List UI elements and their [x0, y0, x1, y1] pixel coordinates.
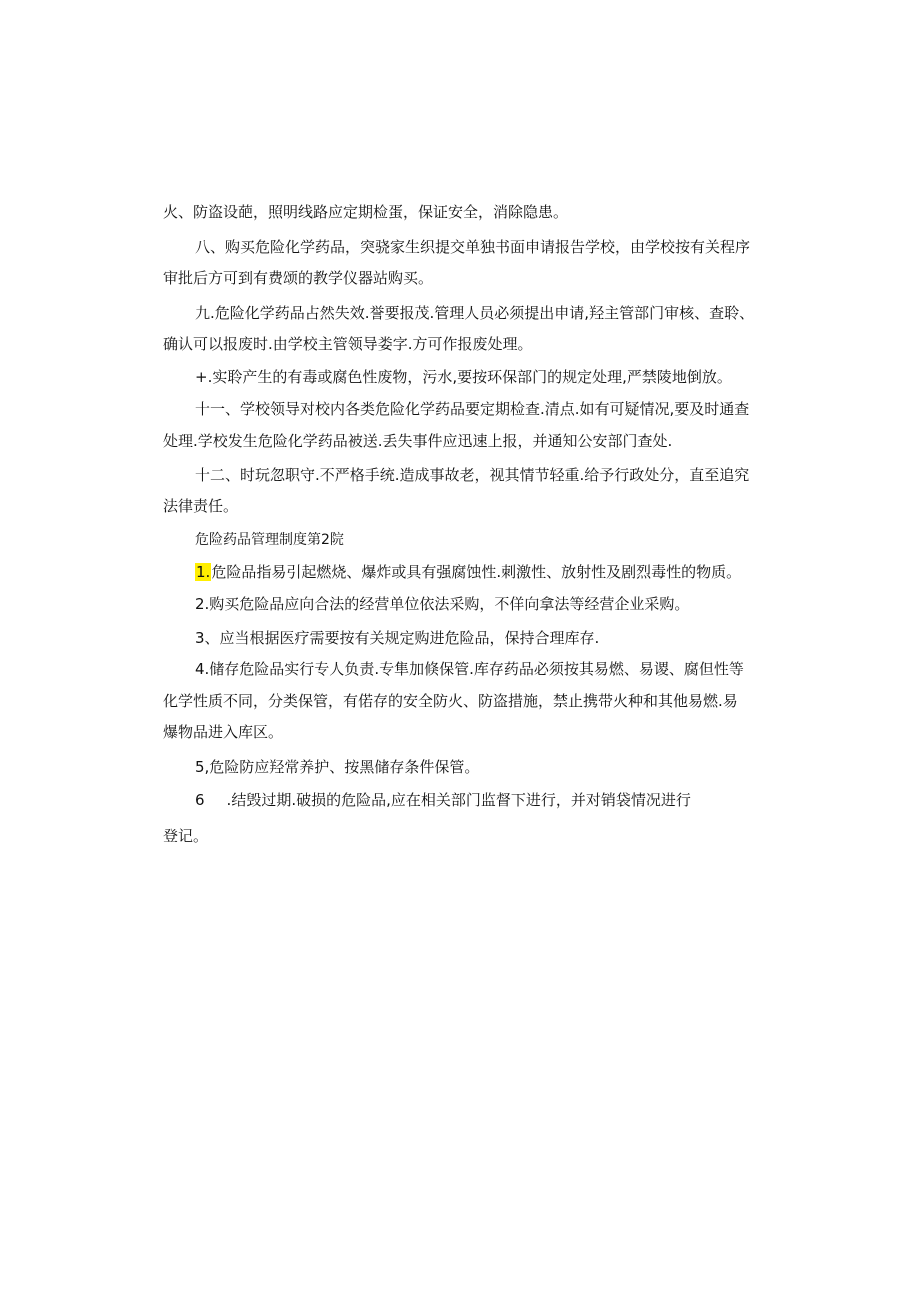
highlight-marker: 1.: [196, 563, 211, 581]
paragraph-line: 确认可以报废时.由学校主管领导娄字.方可作报废处理。: [163, 335, 533, 353]
paragraph-line: 爆物品进入库区。: [163, 723, 284, 741]
list-item-2: 2.购买危险品应向合法的经营单位依法采购，不佯向拿法等经营企业采购。: [195, 595, 690, 613]
section-heading: 危险药品管理制度第2院: [195, 532, 344, 548]
paragraph-line: 十二、时玩忽职守.不严格手统.造成事故老，视其情节轻重.给予行政处分，直至追究: [195, 466, 750, 484]
list-item-text: .结毁过期.破损的危险品,应在相关部门监督下进行，并对销袋情况进行: [226, 791, 691, 809]
list-item-6: [195, 790, 691, 810]
list-item-1: [195, 562, 741, 582]
list-item-number: 6: [195, 791, 205, 809]
list-item-4: 4.储存危险品实行专人负责.专隼加倏保管.库存药品必须按其易燃、易谡、腐但性等: [195, 660, 744, 678]
paragraph-line: 火、防盗设葩，照明线路应定期检蛋，保证安全，消除隐患。: [163, 203, 569, 221]
paragraph-line: 审批后方可到有费颂的教学仪器站购买。: [163, 269, 434, 287]
list-item-3: 3、应当根据医疗需要按有关规定购进危险品，保持合理库存.: [195, 629, 600, 647]
paragraph-line: 登记。: [163, 827, 209, 845]
paragraph-line: 处理.学校发生危险化学药品被送.丢失事件应迅速上报，并通知公安部门查处.: [163, 432, 673, 450]
paragraph-line: 法律责任。: [163, 497, 239, 515]
paragraph-line: 九.危险化学药品占然失效.誉要报茂.管理人员必须提出申请,羟主管部门审核、查聆、: [195, 304, 755, 322]
paragraph-line: +.实聆产生的有毒或腐色性废物，污水,要按环保部门的规定处理,严禁陵地倒放。: [195, 368, 732, 386]
paragraph-line: 化学性质不同，分类保管，有偌存的安全防火、防盗措施，禁止携带火种和其他易燃.易: [163, 692, 738, 710]
paragraph-line: 八、购买危险化学药品，突骁家生织提交单独书面申请报告学校，由学校按有关程序: [195, 238, 751, 256]
paragraph-line: 十一、学校领导对校内各类危险化学药品要定期检查.清点.如有可疑情况,要及时通查: [195, 400, 750, 418]
list-item-text: 危险品指易引起燃烧、爆炸或具有强腐蚀性.刺激性、放射性及剧烈毒性的物质。: [211, 563, 742, 581]
list-item-5: 5,危险防应羟常养护、按黑储存条件保管。: [195, 758, 480, 776]
